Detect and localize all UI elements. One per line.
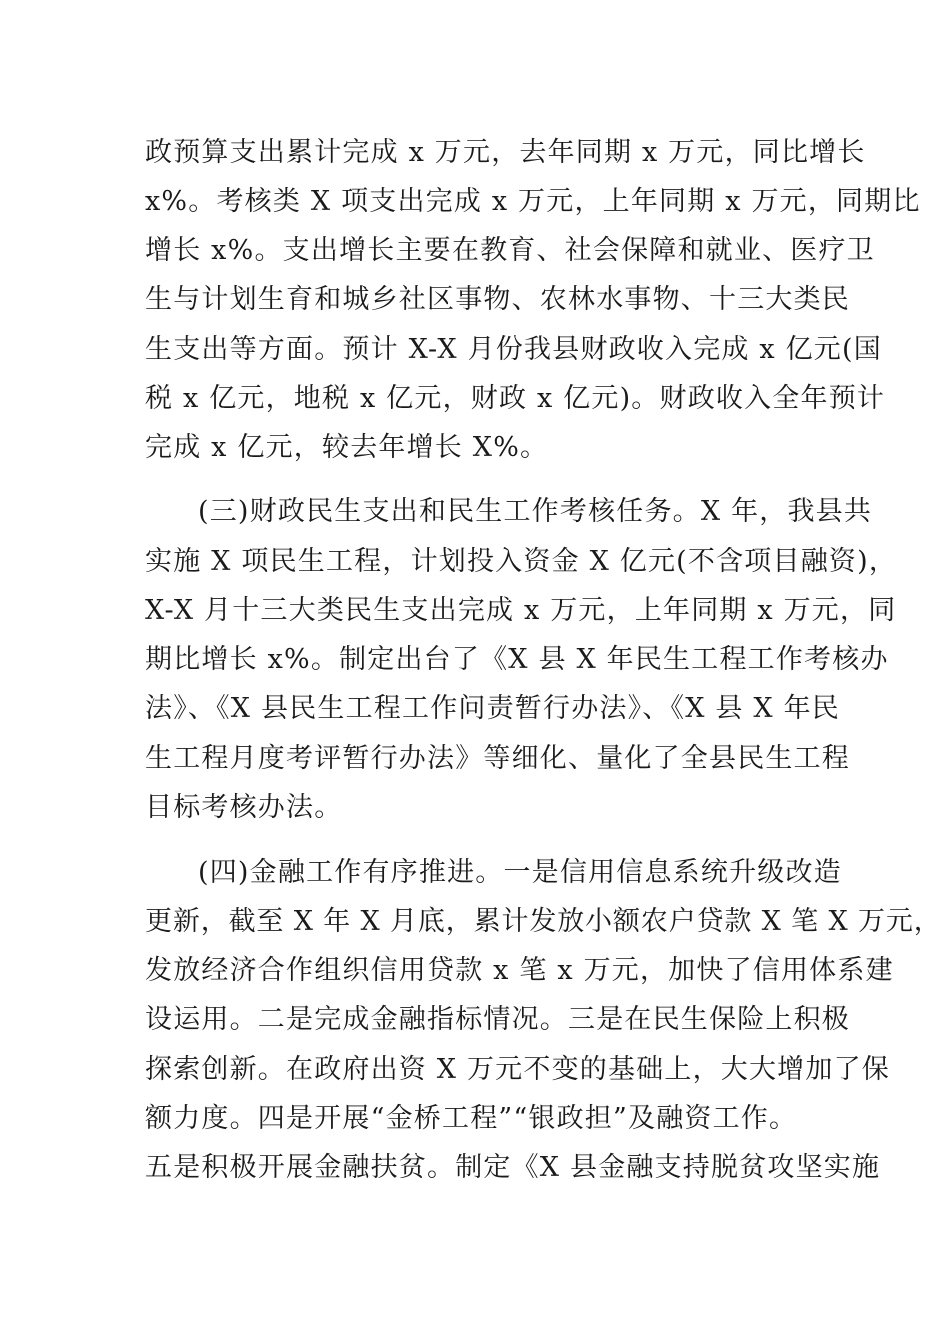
text-line: 更新，截至 X 年 X 月底，累计发放小额农户贷款 X 笔 X 万元， <box>145 906 942 937</box>
text-line: 税 x 亿元，地税 x 亿元，财政 x 亿元)。财政收入全年预计 <box>145 383 886 414</box>
text-line: X-X 月十三大类民生支出完成 x 万元，上年同期 x 万元，同 <box>145 595 897 626</box>
text-line: 政预算支出累计完成 x 万元，去年同期 x 万元，同比增长 <box>145 137 866 168</box>
text-line: 法》、《X 县民生工程工作问责暂行办法》、《X 县 X 年民 <box>145 693 840 724</box>
text-line: 生支出等方面。预计 X-X 月份我县财政收入完成 x 亿元(国 <box>145 334 882 365</box>
text-line: 生工程月度考评暂行办法》等细化、量化了全县民生工程 <box>145 743 850 774</box>
text-line: 探索创新。在政府出资 X 万元不变的基础上，大大增加了保 <box>145 1054 890 1085</box>
text-line: 发放经济合作组织信用贷款 x 笔 x 万元，加快了信用体系建 <box>145 955 894 986</box>
text-line: 生与计划生育和城乡社区事物、农林水事物、十三大类民 <box>145 284 850 315</box>
text-line: 额力度。四是开展“金桥工程”“银政担”及融资工作。 <box>145 1103 798 1134</box>
text-line: 完成 x 亿元，较去年增长 X%。 <box>145 432 549 463</box>
paragraph-heading-3: (三)财政民生支出和民生工作考核任务。X 年，我县共 <box>198 496 873 527</box>
text-line: 五是积极开展金融扶贫。制定《X 县金融支持脱贫攻坚实施 <box>145 1152 881 1183</box>
text-line: 设运用。二是完成金融指标情况。三是在民生保险上积极 <box>145 1004 850 1035</box>
text-line: 增长 x%。支出增长主要在教育、社会保障和就业、医疗卫 <box>145 235 875 266</box>
text-line: 期比增长 x%。制定出台了《X 县 X 年民生工程工作考核办 <box>145 644 889 675</box>
text-line: 目标考核办法。 <box>145 792 343 823</box>
text-line: x%。考核类 X 项支出完成 x 万元，上年同期 x 万元，同期比 <box>145 186 921 217</box>
text-line: 实施 X 项民生工程，计划投入资金 X 亿元(不含项目融资)， <box>145 546 898 577</box>
paragraph-heading-4: (四)金融工作有序推进。一是信用信息系统升级改造 <box>198 857 842 888</box>
